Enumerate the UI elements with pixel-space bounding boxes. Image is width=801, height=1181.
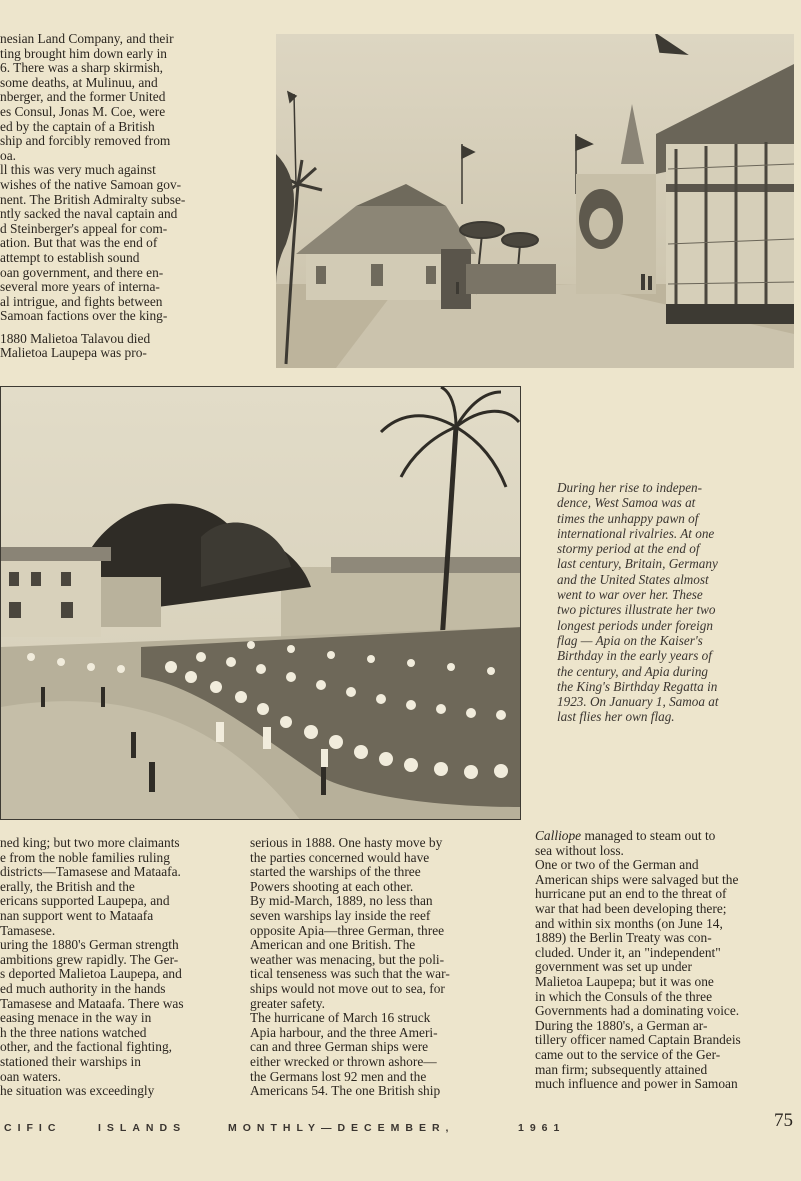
footer-cific: CIFIC xyxy=(4,1122,62,1134)
text-line: the parties concerned would have xyxy=(250,850,430,865)
text-line: Powers shooting at each other. xyxy=(250,879,414,894)
text-line: Birthday in the early years of xyxy=(557,648,712,664)
text-line: times the unhappy pawn of xyxy=(557,510,699,526)
text-line: Malietoa Laupepa was pro- xyxy=(0,346,147,361)
text-line: tillery officer named Captain Brandeis xyxy=(535,1033,741,1048)
text-line: nberger, and the former United xyxy=(0,90,166,105)
text-line: oan waters. xyxy=(0,1069,61,1084)
text-line: stormy period at the end of xyxy=(557,541,700,557)
text-line: erally, the British and the xyxy=(0,879,135,894)
text-line: came out to the service of the Ger- xyxy=(535,1047,721,1062)
text-line: ation. But that was the end of xyxy=(0,236,158,251)
text-line: international rivalries. At one xyxy=(557,525,715,541)
footer-year: 1961 xyxy=(518,1122,566,1134)
text-line: ambitions grew rapidly. The Ger- xyxy=(0,952,179,967)
footer-monthly-december: MONTHLY—DECEMBER, xyxy=(228,1122,455,1134)
text-line: last century, Britain, Germany xyxy=(557,556,718,572)
text-line: started the warships of the three xyxy=(250,865,421,880)
text-line: tical tenseness was such that the war- xyxy=(250,967,450,982)
text-line: hurricane put an end to the threat of xyxy=(535,887,727,902)
text-line: uring the 1880's German strength xyxy=(0,938,179,953)
text-line: weather was menacing, but the poli- xyxy=(250,952,445,967)
text-line: oa. xyxy=(0,148,16,163)
text-line: two pictures illustrate her two xyxy=(557,602,716,618)
text-line: ntly sacked the naval captain and xyxy=(0,207,178,222)
text-line: dence, West Samoa was at xyxy=(557,495,696,511)
text-line: flag — Apia on the Kaiser's xyxy=(557,632,703,648)
text-line: easing menace in the way in xyxy=(0,1011,152,1026)
text-line: 1880 Malietoa Talavou died xyxy=(0,331,151,346)
text-line: and the United States almost xyxy=(557,571,709,587)
text-line: al intrigue, and fights between xyxy=(0,294,163,309)
text-line: man firm; subsequently attained xyxy=(535,1062,708,1077)
article-column-top-left xyxy=(0,32,232,361)
page-number: 75 xyxy=(774,1110,793,1131)
text-line: war that had been developing there; xyxy=(535,901,727,916)
text-line: the century, and Apia during xyxy=(557,663,709,679)
text-line: The hurricane of March 16 struck xyxy=(250,1011,431,1026)
article-column-bottom-middle xyxy=(250,836,514,1099)
text-line: Calliope managed to steam out to xyxy=(535,829,716,843)
text-line: American and one British. The xyxy=(250,938,416,953)
text-line: and within six months (on June 14, xyxy=(535,916,723,931)
text-line: Samoan factions over the king- xyxy=(0,309,168,324)
article-column-bottom-right xyxy=(535,829,793,1092)
text-line: several more years of interna- xyxy=(0,280,160,295)
text-line: ting brought him down early in xyxy=(0,46,167,61)
text-line: districts—Tamasese and Mataafa. xyxy=(0,865,181,880)
running-footer xyxy=(0,1116,801,1146)
text-line: Tamasese. xyxy=(0,923,56,938)
text-line: serious in 1888. One hasty move by xyxy=(250,836,443,850)
text-line: During the 1880's, a German ar- xyxy=(535,1018,708,1033)
text-line: ships would not move out to sea, for xyxy=(250,981,445,996)
text-line: es Consul, Jonas M. Coe, were xyxy=(0,104,166,119)
paragraph-gap xyxy=(0,324,232,332)
text-line: some deaths, at Mulinuu, and xyxy=(0,75,158,90)
photo-apia-kaisers-birthday xyxy=(276,34,794,368)
text-line: longest periods under foreign xyxy=(557,617,713,633)
text-line: ed by the captain of a British xyxy=(0,119,155,134)
text-line: 1889) the Berlin Treaty was con- xyxy=(535,931,712,946)
text-line: cluded. Under it, an "independent" xyxy=(535,945,721,960)
text-line: wishes of the native Samoan gov- xyxy=(0,177,182,192)
text-line: the King's Birthday Regatta in xyxy=(557,678,718,694)
text-line: much influence and power in Samoan xyxy=(535,1077,738,1092)
text-line: oan government, and there en- xyxy=(0,265,164,280)
text-line: last flies her own flag. xyxy=(557,709,675,725)
text-line: 6. There was a sharp skirmish, xyxy=(0,61,164,76)
text-line: h the three nations watched xyxy=(0,1025,147,1040)
text-line: s deported Malietoa Laupepa, and xyxy=(0,967,182,982)
text-line: American ships were salvaged but the xyxy=(535,872,739,887)
text-line: other, and the factional fighting, xyxy=(0,1040,172,1055)
text-line: sea without loss. xyxy=(535,843,624,858)
text-line: seven warships lay inside the reef xyxy=(250,908,431,923)
text-line: ned king; but two more claimants xyxy=(0,836,180,850)
photo-apia-kaisers-birthday-image xyxy=(276,34,794,368)
text-line: Governments had a dominating voice. xyxy=(535,1004,740,1019)
text-line: ericans supported Laupepa, and xyxy=(0,894,170,909)
text-line: can and three German ships were xyxy=(250,1040,429,1055)
text-line: government was set up under xyxy=(535,960,692,975)
text-line: either wrecked or thrown ashore— xyxy=(250,1054,437,1069)
text-line: d Steinberger's appeal for com- xyxy=(0,221,168,236)
text-line: ship and forcibly removed from xyxy=(0,134,171,149)
text-line: in which the Consuls of the three xyxy=(535,989,713,1004)
text-line: During her rise to indepen- xyxy=(557,480,703,495)
article-column-bottom-left xyxy=(0,836,232,1099)
text-line: Apia harbour, and the three Ameri- xyxy=(250,1025,438,1040)
text-line: e from the noble families ruling xyxy=(0,850,170,865)
text-line: went to war over her. These xyxy=(557,587,703,603)
photo-caption xyxy=(557,480,785,725)
photo-apia-kings-birthday-regatta-image xyxy=(1,387,521,820)
text-line: the Germans lost 92 men and the xyxy=(250,1069,427,1084)
text-line: nan support went to Mataafa xyxy=(0,908,154,923)
text-line: Tamasese and Mataafa. There was xyxy=(0,996,184,1011)
text-line: Americans 54. The one British ship xyxy=(250,1084,441,1099)
text-line: One or two of the German and xyxy=(535,858,699,873)
text-line: By mid-March, 1889, no less than xyxy=(250,894,433,909)
text-line: he situation was exceedingly xyxy=(0,1084,155,1099)
text-line: 1923. On January 1, Samoa at xyxy=(557,694,719,710)
text-line: nent. The British Admiralty subse- xyxy=(0,192,186,207)
text-line: ed much authority in the hands xyxy=(0,981,166,996)
text-line: stationed their warships in xyxy=(0,1054,141,1069)
photo-apia-kings-birthday-regatta xyxy=(0,386,521,820)
text-line: attempt to establish sound xyxy=(0,250,140,265)
text-line: greater safety. xyxy=(250,996,325,1011)
text-line: ll this was very much against xyxy=(0,163,156,178)
text-line: Malietoa Laupepa; but it was one xyxy=(535,974,714,989)
footer-islands: ISLANDS xyxy=(98,1122,187,1134)
text-line: opposite Apia—three German, three xyxy=(250,923,445,938)
text-line: nesian Land Company, and their xyxy=(0,32,174,46)
